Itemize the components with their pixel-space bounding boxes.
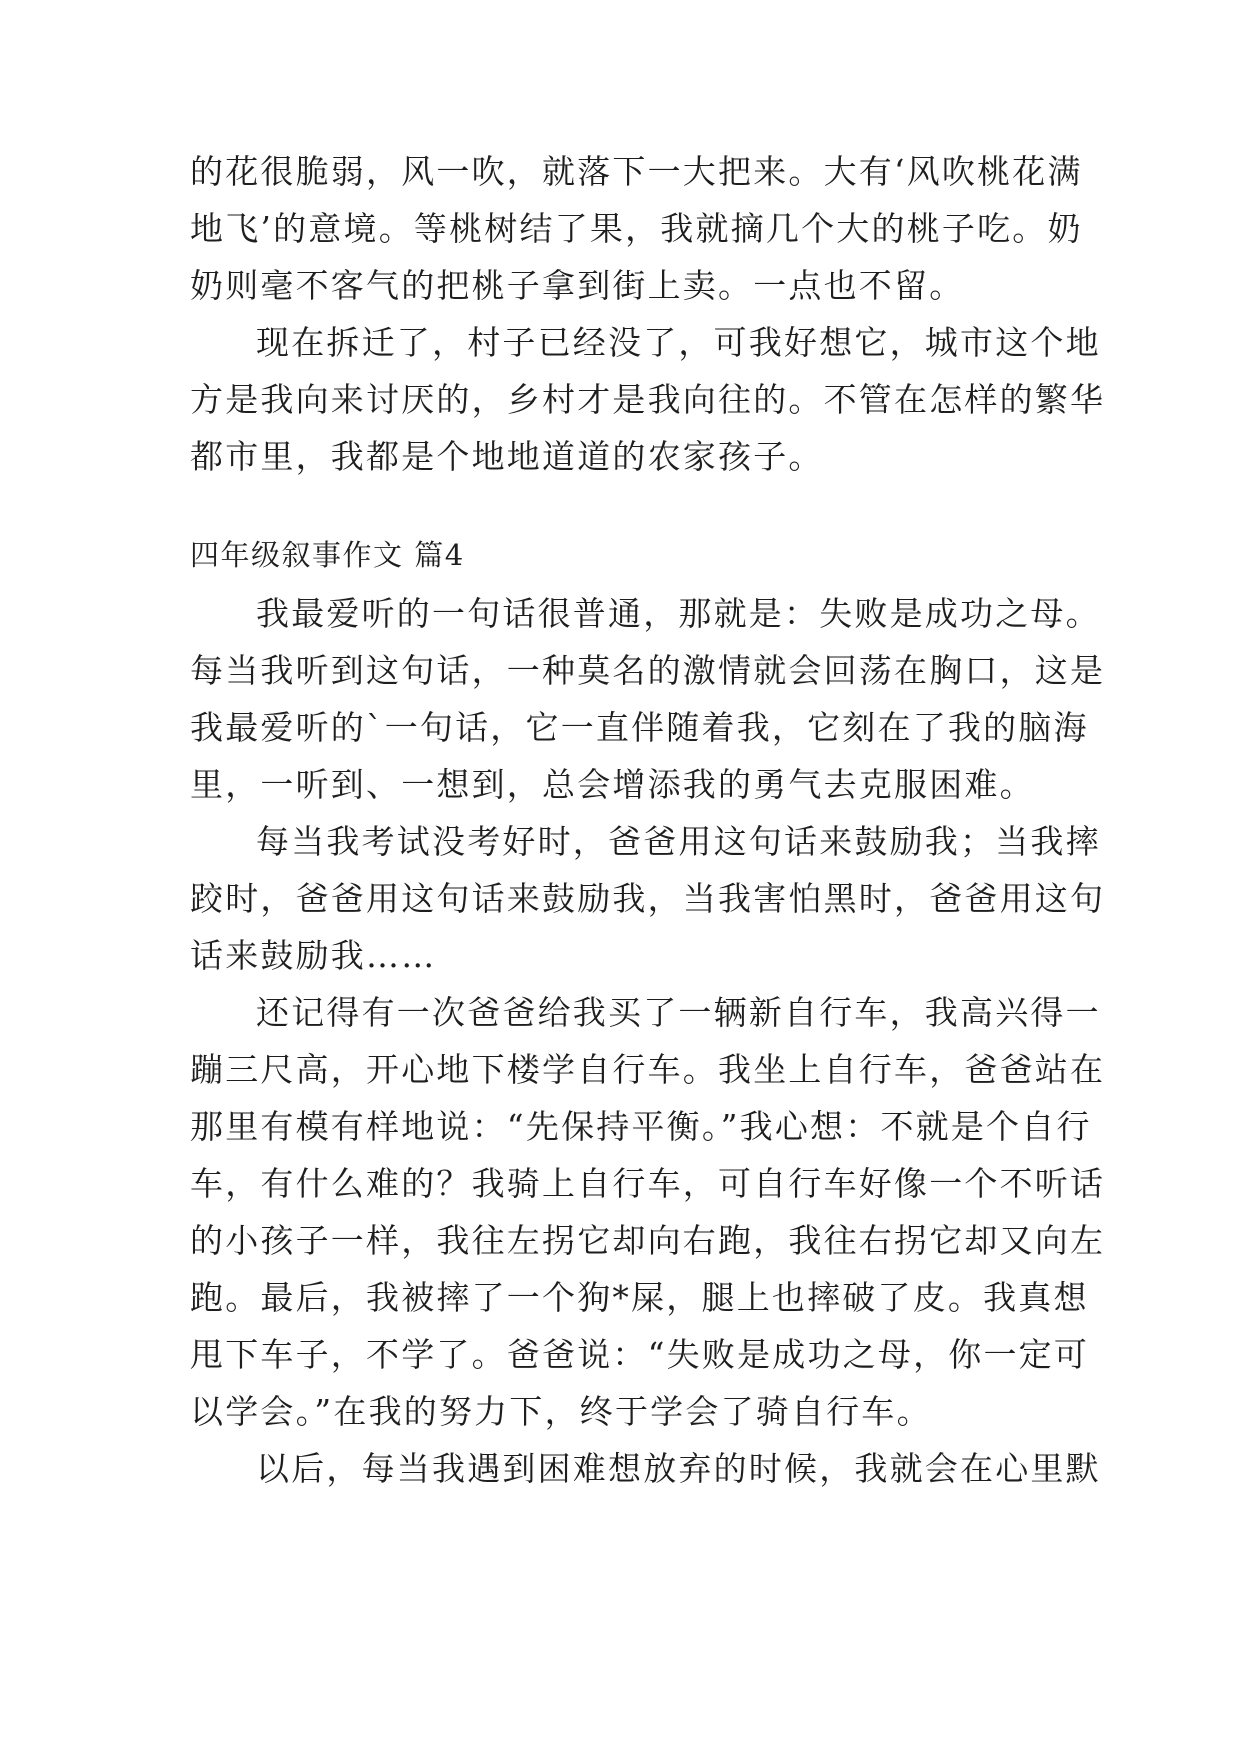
text-line: 我最爱听的一句话很普通，那就是：失败是成功之母。 <box>256 594 1101 633</box>
text-line: 那里有模有样地说：“先保持平衡。”我心想：不就是个自行 <box>190 1107 1092 1146</box>
text-line: 跑。最后，我被摔了一个狗*屎，腿上也摔破了皮。我真想 <box>190 1278 1089 1317</box>
text-line: 的小孩子一样，我往左拐它却向右跑，我往右拐它却又向左 <box>190 1221 1106 1260</box>
text-line: 话来鼓励我…… <box>190 936 437 975</box>
text-line: 甩下车子，不学了。爸爸说：“失败是成功之母，你一定可 <box>190 1335 1090 1374</box>
text-line: 以后，每当我遇到困难想放弃的时候，我就会在心里默 <box>256 1449 1101 1488</box>
text-line: 里，一听到、一想到，总会增添我的勇气去克服困难。 <box>190 765 1035 804</box>
text-line: 奶则毫不客气的把桃子拿到街上卖。一点也不留。 <box>190 266 965 305</box>
text-line: 蹦三尺高，开心地下楼学自行车。我坐上自行车，爸爸站在 <box>190 1050 1106 1089</box>
text-line: 车，有什么难的？我骑上自行车，可自行车好像一个不听话 <box>190 1164 1106 1203</box>
text-line: 方是我向来讨厌的，乡村才是我向往的。不管在怎样的繁华 <box>190 380 1106 419</box>
section-heading: 四年级叙事作文 篇4 <box>190 538 465 572</box>
text-line: 每当我考试没考好时，爸爸用这句话来鼓励我；当我摔 <box>256 822 1101 861</box>
text-line: 地飞’的意境。等桃树结了果，我就摘几个大的桃子吃。奶 <box>190 209 1083 248</box>
text-line: 都市里，我都是个地地道道的农家孩子。 <box>190 437 824 476</box>
text-line: 每当我听到这句话，一种莫名的激情就会回荡在胸口，这是 <box>190 651 1106 690</box>
text-line: 以学会。”在我的努力下，终于学会了骑自行车。 <box>190 1392 932 1431</box>
text-line: 我最爱听的`一句话，它一直伴随着我，它刻在了我的脑海 <box>190 708 1089 747</box>
text-line: 的花很脆弱，风一吹，就落下一大把来。大有‘风吹桃花满 <box>190 152 1083 191</box>
text-line: 还记得有一次爸爸给我买了一辆新自行车，我高兴得一 <box>256 993 1101 1032</box>
text-line: 现在拆迁了，村子已经没了，可我好想它，城市这个地 <box>256 323 1101 362</box>
text-line: 跤时，爸爸用这句话来鼓励我，当我害怕黑时，爸爸用这句 <box>190 879 1106 918</box>
